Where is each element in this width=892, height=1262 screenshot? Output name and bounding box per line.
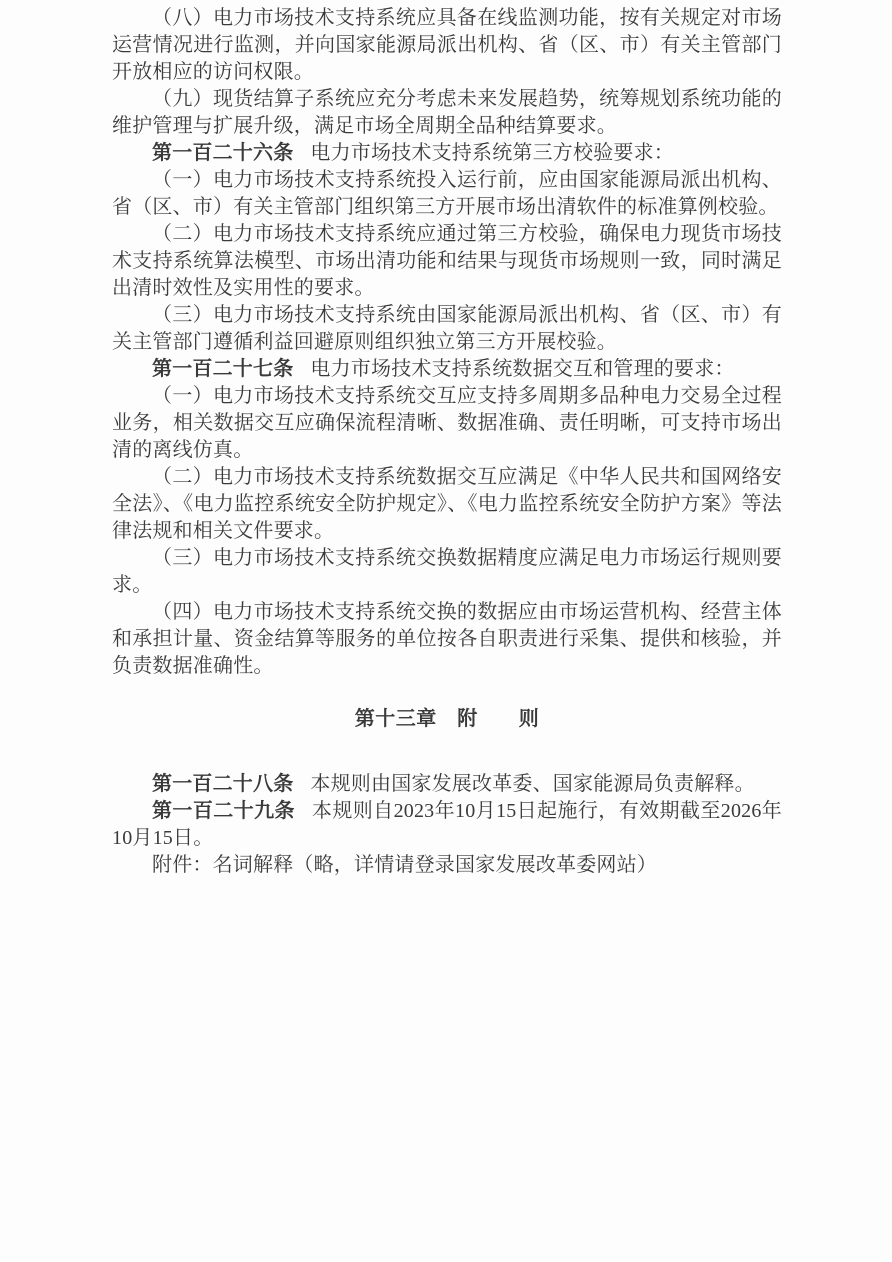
article-127-clause-4: （四）电力市场技术支持系统交换的数据应由市场运营机构、经营主体和承担计量、资金结算等服务的单位按各自职责进行采集、提供和核验，并负责数据准确性。 — [112, 601, 782, 677]
article-126-number: 第一百二十六条 — [152, 142, 294, 164]
article-126-clause-3: （三）电力市场技术支持系统由国家能源局派出机构、省（区、市）有关主管部门遵循利益回避原则组织独立第三方开展校验。 — [112, 304, 782, 353]
article-129-paragraph — [112, 798, 782, 852]
attachment-note: 附件：名词解释（略，详情请登录国家发展改革委网站） — [152, 854, 657, 876]
article-127-clause-2: （二）电力市场技术支持系统数据交互应满足《中华人民共和国网络安全法》、《电力监控系统安全防护规定》、《电力监控系统安全防护方案》等法律法规和相关文件要求。 — [112, 466, 782, 542]
article-128-paragraph — [112, 771, 782, 798]
article-126-clause-2: （二）电力市场技术支持系统应通过第三方校验，确保电力现货市场技术支持系统算法模型、市场出清功能和结果与现货市场规则一致，同时满足出清时效性及实用性的要求。 — [112, 223, 782, 299]
article-127-clause-3: （三）电力市场技术支持系统交换数据精度应满足电力市场运行规则要求。 — [112, 547, 782, 596]
article-126-text: 电力市场技术支持系统第三方校验要求： — [310, 142, 675, 164]
article-126-clause-1: （一）电力市场技术支持系统投入运行前，应由国家能源局派出机构、省（区、市）有关主管部门组织第三方开展市场出清软件的标准算例校验。 — [112, 169, 782, 218]
article-127-text: 电力市场技术支持系统数据交互和管理的要求： — [310, 358, 735, 380]
article-126-heading — [112, 140, 782, 167]
article-129-text: 本规则自2023年10月15日起施行，有效期截至2026年10月15日。 — [112, 800, 782, 849]
article-129-number: 第一百二十九条 — [152, 800, 295, 822]
clause-9-paragraph: （九）现货结算子系统应充分考虑未来发展趋势，统筹规划系统功能的维护管理与扩展升级，满足市场全周期全品种结算要求。 — [112, 88, 782, 137]
article-128-number: 第一百二十八条 — [152, 773, 294, 795]
article-127-clause-1: （一）电力市场技术支持系统交互应支持多周期多品种电力交易全过程业务，相关数据交互应确保流程清晰、数据准确、责任明晰，可支持市场出清的离线仿真。 — [112, 385, 782, 461]
article-128-text: 本规则由国家发展改革委、国家能源局负责解释。 — [310, 773, 755, 795]
clause-8-paragraph: （八）电力市场技术支持系统应具备在线监测功能，按有关规定对市场运营情况进行监测，并向国家能源局派出机构、省（区、市）有关主管部门开放相应的访问权限。 — [112, 7, 782, 83]
chapter-13-heading: 第十三章 附 则 — [354, 708, 540, 730]
article-127-heading — [112, 356, 782, 383]
article-127-number: 第一百二十七条 — [152, 358, 294, 380]
